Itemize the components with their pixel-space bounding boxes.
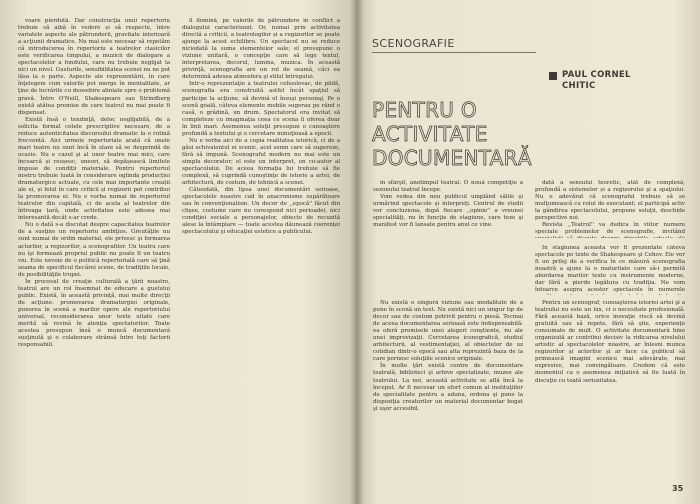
paragraph: voare pierdută. Dar construcţia unui repertoriu trebuie să aibă în vedere și să respecte, între variatele aspecte ale pătrunderii, gravitate interioară a acţiunii dramatice. Nu mai este necesar să repetăm că introducerea în repertoriu a teatrelor clasicilor este verificarea timpului, a muzicii de dialogare a spectacolelor a fondului, care nu trebuie neglijat la nici un nivel. Gusturile, sensibilitatea scenei nu ne pot lăsa la o parte. Aspecte ale reprezentării, în care înţelegem cum valorile pot merge în mentalitate, ar ţine de lucrările cu deosebire aliniate spre o problemă gravă. Între O'Neill, Shakespeare sau Strindberg există atâtea premise de care teatrul nu mai poate fi dispensat. [18, 18, 170, 116]
paragraph: Câteodată, din lipsa unei documentări serioase, spectacolele noastre cad în anacronisme supărătoare sau în convenţionalism. Un decor de ,,epocă'' făcut din clişee, costume care nu corespund nici perioadei, nici condiţiei sociale a personajelor, obiecte de recuzită alese la întâmplare — toate acestea dăunează coerenţei spectacolului şi educaţiei estetice a publicului. [182, 187, 340, 236]
paragraph: Există însă o tendinţă, deloc neglijabilă, de a solicita formal cotele prescriptive necesare, de a reduce autenticitatea discursului dramatic la o rutină frecventă. Aici urmele repertoriale arată că unele mari teatre nu sunt încă în stare să se desprindă de ocazie. Nu e cazul şi al unor teatre mai mici, care încearcă și reușesc, uneori, să depășească limitele impuse de condiții materiale. Pentru repertoriul nostru trebuie luată în considerare oglinda producției dramaturgice actuale, cu cele mai importante creații ale ei, și felul în care criticii și regizorii pot contribui la promovarea ei. Nu e vorba numai de repertoriul teatrelor din capitală, ci de acela al teatrelor din întreaga țară, unde activitatea este adesea mai interesantă decât s-ar crede. [18, 116, 170, 222]
paragraph: În procesul de creaţie culturală a ţării noastre, teatrul are un rol însemnat de educare a gustului public. Există, în această privinţă, mai multe direcţii de acţiune: promovarea dramaturgiei originale, punerea în scenă a marilor opere ale repertoriului universal, reconsiderarea unor texte uitate care merită să revină în atenţia spectatorilor. Toate acestea presupun însă o muncă documentară susţinută şi o colaborare strânsă între toţi factorii responsabili. [18, 278, 170, 349]
paragraph: Intr-o reprezentaţie a teatrului cehoslovac, de pildă, scenografia era construită astfel încât spaţiul să participe la acţiune, să devină el însuşi personaj. Pe o scenă goală, câteva elemente mobile sugerau pe rând o casă, o grădină, un drum. Spectatorul era invitat să completeze cu imaginaţia ceea ce scena îi oferea doar în linii mari. Asemenea soluţii presupun o cunoaştere profundă a textului şi o cercetare minuţioasă a epocii. [182, 81, 340, 137]
left-page-column-2 [182, 18, 340, 482]
paragraph: În stagiunea aceasta vor fi prezentate câteva spectacole pe texte de Shakespeare şi Cehov. Ele vor fi un prilej de a verifica în ce măsură scenografia noastră a ajuns la o maturitate care să-i permită abordarea marilor texte cu instrumente moderne, dar fără a pierde legătura cu tradiţia. Ne vom întoarce asupra acestor spectacole în numerele [535, 245, 685, 294]
paragraph: Nu există o singură viziune sau modalitate de a pune în scenă un text. Nu există nici un singur tip de decor sau de costum potrivit pentru o piesă. Tocmai de aceea documentarea serioasă este indispensabilă: ea oferă premisele unei alegeri conştiente, nu ale unei improvizaţii. Cercetarea iconografică, studiul arhitecturii, al vestimentaţiei, al obiectelor de uz cotidian dintr-o epocă sau alta reprezintă baza de la care pornesc soluţiile scenice originale. [373, 300, 523, 363]
paragraph: Nu e vorba aici de a copia realitatea istorică, ci de a găsi echivalentul ei scenic, acel semn care să sugereze, fără să impună. Scenograful modern nu mai este un simplu decorator; el este un interpret, un co-autor al spectacolului. De aceea formaţia lui trebuie să fie complexă, să cuprindă cunoştinţe de istorie a artei, de arhitectură, de costum, de tehnică a scenei. [182, 137, 340, 187]
right-page-intro-column [373, 180, 523, 292]
title-line-2: DOCUMENTARĂ [372, 146, 532, 170]
paragraph: Nu o dată s-a discutat despre capacitatea teatrelor de a susţine un repertoriu ambiţios. Greutăţile nu sunt numai de ordin material, ele privesc şi formarea actorilor, a regizorilor, a scenografilor. Un teatru care nu îşi formează propriul public nu poate fi un teatru viu. Este nevoie de o politică repertorială care să ţină seama de specificul fiecărei scene, de tradiţiile locale, de posibilităţile trupei. [18, 222, 170, 278]
page-gutter [350, 0, 364, 504]
paragraph: în sfârşit, anotimpul teatral. O nouă competiţie a sezonului teatral începe. [373, 180, 523, 194]
paragraph: Revista ,,Teatrul'' va dedica în viitor numere speciale problemelor de scenografie, invitând [535, 222, 685, 236]
right-page-upper-column-2 [535, 180, 685, 238]
author-line-1: PAUL CORNEL [562, 70, 631, 80]
paragraph: îl domină, pe valorile de pătrundere în conflict a dialogului caracterizant. Or, numai prin activitatea directă a criticii, a teatrologilor și a regizorilor se poate ajunge la acest echilibru. Un spectacol nu se reduce niciodată la suma elementelor sale; el presupune o viziune unitară, o concepţie care să lege textul, interpretarea, decorul, lumina, muzica. În această privinţă, scenografia are un rol de seamă, căci ea determină adesea atmosfera şi stilul întregului. [182, 18, 340, 81]
author-name [562, 70, 631, 92]
title-line-1: PENTRU O ACTIVITATE [372, 98, 488, 146]
article-title [372, 98, 542, 170]
right-page-column-1 [373, 300, 523, 480]
author-line-2: CHITIC [562, 81, 596, 91]
paragraph: Pentru un scenograf, cunoaşterea istoriei artei şi a teatrului nu este un lux, ci o necesitate profesională. Fără această bază, orice inovaţie riscă să devină gratuită sau să repete, fără să ştie, experienţe consumate de mult. O activitate documentară bine organizată ar contribui decisiv la ridicarea nivelului artistic al spectacolelor noastre, ar înlesni munca regizorilor şi actorilor şi ar face ca publicul să primească imagini scenice mai adevărate, mai expresive, mai convingătoare. Credem că este momentul ca o asemenea iniţiativă să fie luată în discuţie cu toată seriozitatea. [535, 300, 685, 384]
paragraph: dată a sensului teoretic, atât de complexă, profundă a sistemelor și a regizorului şi a spaţiului. Nu e adevărat că scenograful trebuie să se mulţumească cu rolul de executant; el participă activ la gândirea spectacolului, propune soluţii, deschide perspective noi. [535, 180, 685, 222]
paragraph: În multe ţări există centre de documentare teatrală, biblioteci şi arhive specializate, muzee ale teatrului. La noi, această activitate se află încă la început. Ar fi necesar un efort comun al instituţiilor de specialitate pentru a aduna, ordona şi pune la dispoziţia creatorilor un material documentar bogat şi uşor accesibil. [373, 363, 523, 412]
right-page-column-2 [535, 300, 685, 480]
author-marker-icon [549, 72, 557, 80]
right-page-upper-column-2b [535, 245, 685, 295]
section-heading: SCENOGRAFIE [372, 37, 455, 50]
paragraph: Vom vedea din nou publicul umplând sălile şi urmărind spectacole şi interpreţi. Centrul de studii vor concluziona, după fiecare ,,opinie'' a vreunei specialităţi, nu în funcţie de stagiune, care teze şi manifest vor fi lansate pentru anul ce vine. [373, 194, 523, 229]
left-page-column-1 [18, 18, 170, 482]
section-rule [372, 52, 536, 53]
page-number: 35 [672, 484, 684, 493]
